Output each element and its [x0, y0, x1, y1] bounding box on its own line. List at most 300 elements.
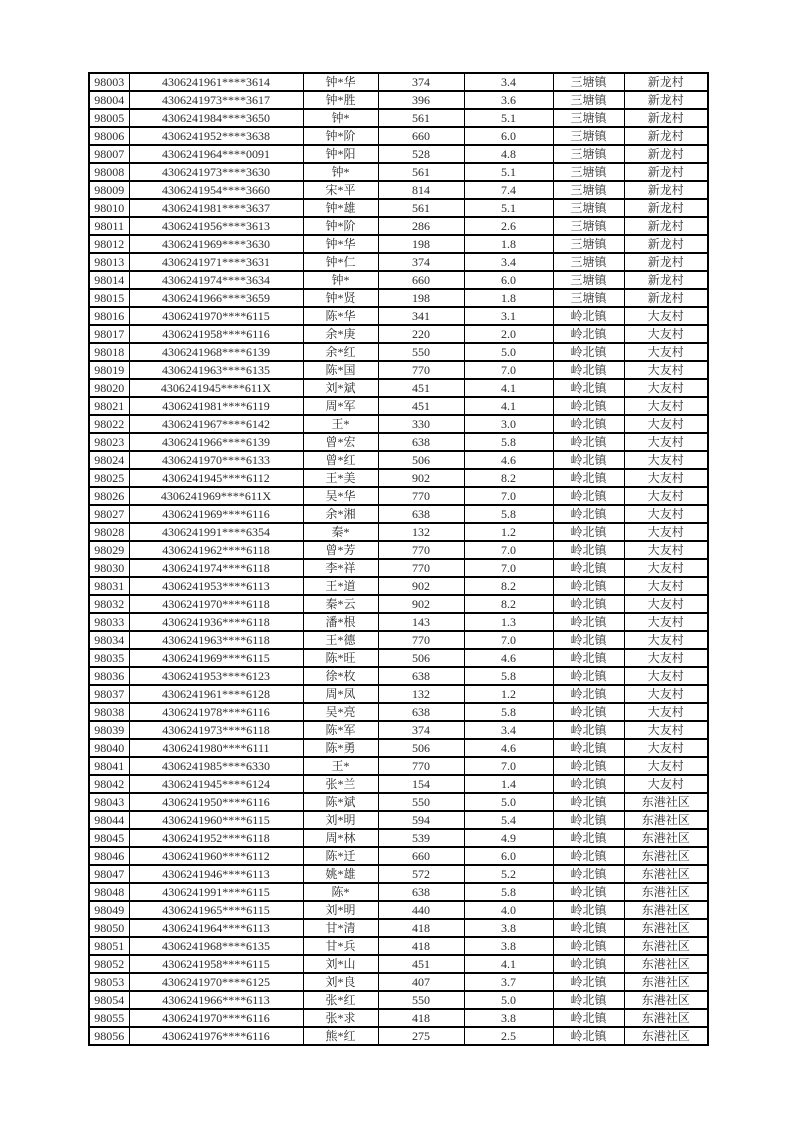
- cell-amount: 902: [378, 577, 464, 595]
- table-row: [89, 631, 708, 649]
- cell-person-name: 余*红: [303, 343, 378, 361]
- cell-area: 3.7: [464, 973, 553, 991]
- table-row: [89, 289, 708, 307]
- cell-area: 1.8: [464, 289, 553, 307]
- cell-village: 大友村: [624, 775, 708, 793]
- cell-town: 岭北镇: [553, 559, 624, 577]
- cell-id-number: 4306241991****6354: [129, 523, 303, 541]
- table-row: [89, 181, 708, 199]
- cell-village: 东港社区: [624, 901, 708, 919]
- cell-id-number: 4306241973****6118: [129, 721, 303, 739]
- cell-village: 东港社区: [624, 883, 708, 901]
- cell-area: 4.1: [464, 379, 553, 397]
- cell-village: 新龙村: [624, 73, 708, 91]
- table-row: [89, 811, 708, 829]
- cell-area: 4.1: [464, 955, 553, 973]
- table-row: [89, 361, 708, 379]
- cell-village: 东港社区: [624, 847, 708, 865]
- cell-serial-number: 98030: [89, 559, 129, 577]
- table-row: [89, 505, 708, 523]
- cell-amount: 374: [378, 73, 464, 91]
- cell-area: 4.8: [464, 145, 553, 163]
- cell-town: 岭北镇: [553, 1027, 624, 1045]
- cell-serial-number: 98017: [89, 325, 129, 343]
- cell-person-name: 钟*贤: [303, 289, 378, 307]
- cell-village: 大友村: [624, 685, 708, 703]
- cell-serial-number: 98046: [89, 847, 129, 865]
- cell-serial-number: 98055: [89, 1009, 129, 1027]
- table-row: [89, 451, 708, 469]
- cell-amount: 561: [378, 163, 464, 181]
- cell-id-number: 4306241966****6139: [129, 433, 303, 451]
- cell-village: 大友村: [624, 487, 708, 505]
- cell-amount: 770: [378, 487, 464, 505]
- cell-village: 东港社区: [624, 1009, 708, 1027]
- cell-amount: 638: [378, 883, 464, 901]
- cell-id-number: 4306241968****6135: [129, 937, 303, 955]
- cell-area: 3.8: [464, 919, 553, 937]
- cell-village: 新龙村: [624, 91, 708, 109]
- cell-serial-number: 98029: [89, 541, 129, 559]
- table-row: [89, 865, 708, 883]
- cell-amount: 770: [378, 631, 464, 649]
- cell-id-number: 4306241952****3638: [129, 127, 303, 145]
- cell-id-number: 4306241965****6115: [129, 901, 303, 919]
- table-row: [89, 343, 708, 361]
- cell-id-number: 4306241956****3613: [129, 217, 303, 235]
- cell-serial-number: 98031: [89, 577, 129, 595]
- cell-amount: 550: [378, 343, 464, 361]
- cell-village: 东港社区: [624, 1027, 708, 1045]
- cell-town: 岭北镇: [553, 613, 624, 631]
- cell-person-name: 余*湘: [303, 505, 378, 523]
- cell-area: 4.1: [464, 397, 553, 415]
- cell-village: 新龙村: [624, 199, 708, 217]
- cell-person-name: 钟*: [303, 109, 378, 127]
- cell-serial-number: 98051: [89, 937, 129, 955]
- cell-town: 岭北镇: [553, 433, 624, 451]
- cell-village: 大友村: [624, 757, 708, 775]
- cell-town: 三塘镇: [553, 127, 624, 145]
- cell-town: 岭北镇: [553, 1009, 624, 1027]
- cell-town: 岭北镇: [553, 523, 624, 541]
- cell-serial-number: 98004: [89, 91, 129, 109]
- cell-person-name: 余*庚: [303, 325, 378, 343]
- cell-town: 岭北镇: [553, 505, 624, 523]
- cell-serial-number: 98045: [89, 829, 129, 847]
- cell-id-number: 4306241969****6115: [129, 649, 303, 667]
- cell-town: 三塘镇: [553, 91, 624, 109]
- cell-town: 三塘镇: [553, 289, 624, 307]
- cell-id-number: 4306241945****611X: [129, 379, 303, 397]
- table-row: [89, 955, 708, 973]
- cell-amount: 451: [378, 397, 464, 415]
- cell-id-number: 4306241952****6118: [129, 829, 303, 847]
- cell-town: 岭北镇: [553, 307, 624, 325]
- cell-town: 岭北镇: [553, 739, 624, 757]
- cell-id-number: 4306241984****3650: [129, 109, 303, 127]
- cell-person-name: 张*红: [303, 991, 378, 1009]
- table-row: [89, 703, 708, 721]
- cell-serial-number: 98022: [89, 415, 129, 433]
- cell-person-name: 刘*斌: [303, 379, 378, 397]
- cell-person-name: 张*求: [303, 1009, 378, 1027]
- cell-id-number: 4306241976****6116: [129, 1027, 303, 1045]
- cell-serial-number: 98052: [89, 955, 129, 973]
- cell-amount: 506: [378, 649, 464, 667]
- cell-area: 1.4: [464, 775, 553, 793]
- cell-person-name: 宋*平: [303, 181, 378, 199]
- cell-village: 大友村: [624, 415, 708, 433]
- cell-town: 岭北镇: [553, 469, 624, 487]
- cell-id-number: 4306241967****6142: [129, 415, 303, 433]
- table-row: [89, 973, 708, 991]
- cell-town: 岭北镇: [553, 541, 624, 559]
- cell-amount: 451: [378, 379, 464, 397]
- cell-id-number: 4306241963****6135: [129, 361, 303, 379]
- cell-area: 4.6: [464, 649, 553, 667]
- cell-town: 三塘镇: [553, 109, 624, 127]
- table-row: [89, 667, 708, 685]
- cell-id-number: 4306241969****6116: [129, 505, 303, 523]
- table-row: [89, 379, 708, 397]
- cell-amount: 330: [378, 415, 464, 433]
- cell-person-name: 王*美: [303, 469, 378, 487]
- table-row: [89, 109, 708, 127]
- cell-id-number: 4306241958****6115: [129, 955, 303, 973]
- cell-area: 1.3: [464, 613, 553, 631]
- cell-id-number: 4306241960****6115: [129, 811, 303, 829]
- cell-village: 东港社区: [624, 829, 708, 847]
- table-row: [89, 793, 708, 811]
- cell-town: 三塘镇: [553, 145, 624, 163]
- cell-area: 3.4: [464, 73, 553, 91]
- cell-town: 岭北镇: [553, 973, 624, 991]
- cell-village: 新龙村: [624, 127, 708, 145]
- cell-area: 6.0: [464, 847, 553, 865]
- table-row: [89, 91, 708, 109]
- cell-serial-number: 98020: [89, 379, 129, 397]
- cell-village: 大友村: [624, 631, 708, 649]
- cell-id-number: 4306241966****6113: [129, 991, 303, 1009]
- cell-serial-number: 98034: [89, 631, 129, 649]
- cell-town: 岭北镇: [553, 415, 624, 433]
- cell-amount: 594: [378, 811, 464, 829]
- cell-village: 新龙村: [624, 253, 708, 271]
- cell-amount: 341: [378, 307, 464, 325]
- cell-serial-number: 98054: [89, 991, 129, 1009]
- cell-area: 4.6: [464, 739, 553, 757]
- cell-serial-number: 98012: [89, 235, 129, 253]
- cell-village: 东港社区: [624, 973, 708, 991]
- cell-village: 大友村: [624, 505, 708, 523]
- cell-amount: 638: [378, 703, 464, 721]
- cell-serial-number: 98003: [89, 73, 129, 91]
- cell-person-name: 钟*华: [303, 235, 378, 253]
- cell-person-name: 周*林: [303, 829, 378, 847]
- table-row: [89, 307, 708, 325]
- cell-area: 7.4: [464, 181, 553, 199]
- cell-id-number: 4306241969****3630: [129, 235, 303, 253]
- cell-area: 5.8: [464, 667, 553, 685]
- cell-id-number: 4306241968****6139: [129, 343, 303, 361]
- cell-serial-number: 98023: [89, 433, 129, 451]
- cell-town: 岭北镇: [553, 685, 624, 703]
- cell-town: 岭北镇: [553, 343, 624, 361]
- cell-person-name: 甘*清: [303, 919, 378, 937]
- cell-area: 7.0: [464, 631, 553, 649]
- cell-amount: 418: [378, 919, 464, 937]
- cell-serial-number: 98047: [89, 865, 129, 883]
- cell-person-name: 刘*良: [303, 973, 378, 991]
- cell-village: 大友村: [624, 325, 708, 343]
- cell-town: 岭北镇: [553, 811, 624, 829]
- cell-serial-number: 98056: [89, 1027, 129, 1045]
- cell-amount: 143: [378, 613, 464, 631]
- cell-serial-number: 98028: [89, 523, 129, 541]
- cell-person-name: 吴*华: [303, 487, 378, 505]
- cell-serial-number: 98010: [89, 199, 129, 217]
- cell-area: 1.8: [464, 235, 553, 253]
- cell-person-name: 周*军: [303, 397, 378, 415]
- table-row: [89, 595, 708, 613]
- cell-person-name: 钟*阶: [303, 217, 378, 235]
- cell-person-name: 徐*枚: [303, 667, 378, 685]
- cell-id-number: 4306241958****6116: [129, 325, 303, 343]
- cell-village: 大友村: [624, 721, 708, 739]
- cell-serial-number: 98044: [89, 811, 129, 829]
- cell-village: 新龙村: [624, 163, 708, 181]
- cell-id-number: 4306241980****6111: [129, 739, 303, 757]
- cell-area: 2.5: [464, 1027, 553, 1045]
- cell-town: 三塘镇: [553, 235, 624, 253]
- cell-amount: 275: [378, 1027, 464, 1045]
- cell-amount: 374: [378, 253, 464, 271]
- cell-village: 新龙村: [624, 181, 708, 199]
- cell-serial-number: 98049: [89, 901, 129, 919]
- cell-town: 岭北镇: [553, 757, 624, 775]
- table-row: [89, 847, 708, 865]
- table-row: [89, 199, 708, 217]
- cell-area: 5.1: [464, 199, 553, 217]
- table-row: [89, 397, 708, 415]
- cell-village: 新龙村: [624, 145, 708, 163]
- cell-area: 3.4: [464, 721, 553, 739]
- cell-id-number: 4306241974****3634: [129, 271, 303, 289]
- cell-person-name: 王*: [303, 415, 378, 433]
- cell-serial-number: 98037: [89, 685, 129, 703]
- cell-area: 8.2: [464, 469, 553, 487]
- cell-serial-number: 98018: [89, 343, 129, 361]
- cell-area: 5.8: [464, 505, 553, 523]
- cell-amount: 550: [378, 991, 464, 1009]
- cell-amount: 660: [378, 271, 464, 289]
- cell-town: 岭北镇: [553, 595, 624, 613]
- cell-area: 3.1: [464, 307, 553, 325]
- cell-town: 岭北镇: [553, 361, 624, 379]
- cell-area: 8.2: [464, 577, 553, 595]
- cell-id-number: 4306241963****6118: [129, 631, 303, 649]
- cell-area: 5.0: [464, 343, 553, 361]
- cell-person-name: 陈*华: [303, 307, 378, 325]
- cell-area: 7.0: [464, 757, 553, 775]
- cell-area: 5.0: [464, 793, 553, 811]
- cell-serial-number: 98035: [89, 649, 129, 667]
- cell-serial-number: 98024: [89, 451, 129, 469]
- cell-serial-number: 98050: [89, 919, 129, 937]
- cell-town: 岭北镇: [553, 397, 624, 415]
- cell-area: 7.0: [464, 487, 553, 505]
- table-row: [89, 469, 708, 487]
- cell-town: 三塘镇: [553, 271, 624, 289]
- cell-person-name: 钟*: [303, 163, 378, 181]
- cell-amount: 198: [378, 289, 464, 307]
- cell-person-name: 刘*明: [303, 811, 378, 829]
- cell-person-name: 陈*军: [303, 721, 378, 739]
- cell-id-number: 4306241953****6123: [129, 667, 303, 685]
- cell-id-number: 4306241960****6112: [129, 847, 303, 865]
- cell-id-number: 4306241974****6118: [129, 559, 303, 577]
- cell-serial-number: 98014: [89, 271, 129, 289]
- cell-serial-number: 98043: [89, 793, 129, 811]
- table-row: [89, 163, 708, 181]
- cell-amount: 286: [378, 217, 464, 235]
- cell-id-number: 4306241953****6113: [129, 577, 303, 595]
- table-row: [89, 721, 708, 739]
- table-row: [89, 937, 708, 955]
- cell-town: 岭北镇: [553, 955, 624, 973]
- cell-town: 岭北镇: [553, 451, 624, 469]
- cell-village: 大友村: [624, 703, 708, 721]
- cell-town: 岭北镇: [553, 991, 624, 1009]
- cell-serial-number: 98048: [89, 883, 129, 901]
- cell-village: 大友村: [624, 667, 708, 685]
- cell-person-name: 周*凤: [303, 685, 378, 703]
- cell-village: 大友村: [624, 469, 708, 487]
- cell-area: 7.0: [464, 361, 553, 379]
- table-row: [89, 523, 708, 541]
- cell-person-name: 陈*国: [303, 361, 378, 379]
- cell-person-name: 秦*云: [303, 595, 378, 613]
- cell-id-number: 4306241981****6119: [129, 397, 303, 415]
- cell-id-number: 4306241978****6116: [129, 703, 303, 721]
- cell-area: 5.1: [464, 109, 553, 127]
- cell-town: 岭北镇: [553, 937, 624, 955]
- table-row: [89, 613, 708, 631]
- cell-id-number: 4306241936****6118: [129, 613, 303, 631]
- cell-serial-number: 98005: [89, 109, 129, 127]
- cell-area: 5.8: [464, 883, 553, 901]
- cell-amount: 660: [378, 127, 464, 145]
- cell-area: 2.6: [464, 217, 553, 235]
- cell-amount: 770: [378, 541, 464, 559]
- cell-id-number: 4306241971****3631: [129, 253, 303, 271]
- table-row: [89, 73, 708, 91]
- cell-village: 大友村: [624, 613, 708, 631]
- cell-serial-number: 98009: [89, 181, 129, 199]
- cell-town: 岭北镇: [553, 703, 624, 721]
- cell-person-name: 姚*雄: [303, 865, 378, 883]
- table-row: [89, 649, 708, 667]
- cell-person-name: 刘*明: [303, 901, 378, 919]
- cell-amount: 154: [378, 775, 464, 793]
- cell-amount: 528: [378, 145, 464, 163]
- cell-person-name: 陈*勇: [303, 739, 378, 757]
- cell-town: 岭北镇: [553, 775, 624, 793]
- cell-town: 岭北镇: [553, 379, 624, 397]
- cell-person-name: 王*: [303, 757, 378, 775]
- cell-person-name: 吴*亮: [303, 703, 378, 721]
- table-row: [89, 559, 708, 577]
- table-row: [89, 685, 708, 703]
- table-row: [89, 145, 708, 163]
- cell-town: 岭北镇: [553, 721, 624, 739]
- cell-village: 大友村: [624, 739, 708, 757]
- cell-amount: 132: [378, 685, 464, 703]
- cell-town: 岭北镇: [553, 865, 624, 883]
- cell-village: 东港社区: [624, 955, 708, 973]
- table-row: [89, 235, 708, 253]
- cell-serial-number: 98027: [89, 505, 129, 523]
- cell-id-number: 4306241970****6116: [129, 1009, 303, 1027]
- table-body: [89, 73, 708, 1045]
- cell-amount: 814: [378, 181, 464, 199]
- cell-town: 岭北镇: [553, 667, 624, 685]
- cell-amount: 132: [378, 523, 464, 541]
- cell-village: 新龙村: [624, 271, 708, 289]
- cell-person-name: 陈*: [303, 883, 378, 901]
- cell-person-name: 曾*芳: [303, 541, 378, 559]
- cell-person-name: 熊*红: [303, 1027, 378, 1045]
- cell-village: 大友村: [624, 559, 708, 577]
- cell-amount: 902: [378, 595, 464, 613]
- cell-person-name: 刘*山: [303, 955, 378, 973]
- table-row: [89, 577, 708, 595]
- cell-id-number: 4306241962****6118: [129, 541, 303, 559]
- cell-village: 大友村: [624, 577, 708, 595]
- cell-area: 5.2: [464, 865, 553, 883]
- cell-amount: 220: [378, 325, 464, 343]
- cell-town: 三塘镇: [553, 181, 624, 199]
- table-row: [89, 271, 708, 289]
- cell-village: 新龙村: [624, 235, 708, 253]
- cell-id-number: 4306241964****6113: [129, 919, 303, 937]
- cell-person-name: 钟*胜: [303, 91, 378, 109]
- cell-serial-number: 98038: [89, 703, 129, 721]
- cell-amount: 440: [378, 901, 464, 919]
- cell-town: 三塘镇: [553, 163, 624, 181]
- cell-serial-number: 98039: [89, 721, 129, 739]
- cell-serial-number: 98021: [89, 397, 129, 415]
- cell-serial-number: 98041: [89, 757, 129, 775]
- cell-village: 大友村: [624, 379, 708, 397]
- cell-area: 5.1: [464, 163, 553, 181]
- cell-town: 岭北镇: [553, 919, 624, 937]
- cell-area: 7.0: [464, 559, 553, 577]
- cell-id-number: 4306241991****6115: [129, 883, 303, 901]
- cell-amount: 539: [378, 829, 464, 847]
- cell-id-number: 4306241945****6112: [129, 469, 303, 487]
- table-row: [89, 739, 708, 757]
- cell-id-number: 4306241946****6113: [129, 865, 303, 883]
- cell-amount: 506: [378, 451, 464, 469]
- cell-amount: 418: [378, 937, 464, 955]
- cell-village: 大友村: [624, 451, 708, 469]
- cell-village: 大友村: [624, 523, 708, 541]
- cell-village: 大友村: [624, 595, 708, 613]
- cell-person-name: 曾*宏: [303, 433, 378, 451]
- cell-village: 大友村: [624, 343, 708, 361]
